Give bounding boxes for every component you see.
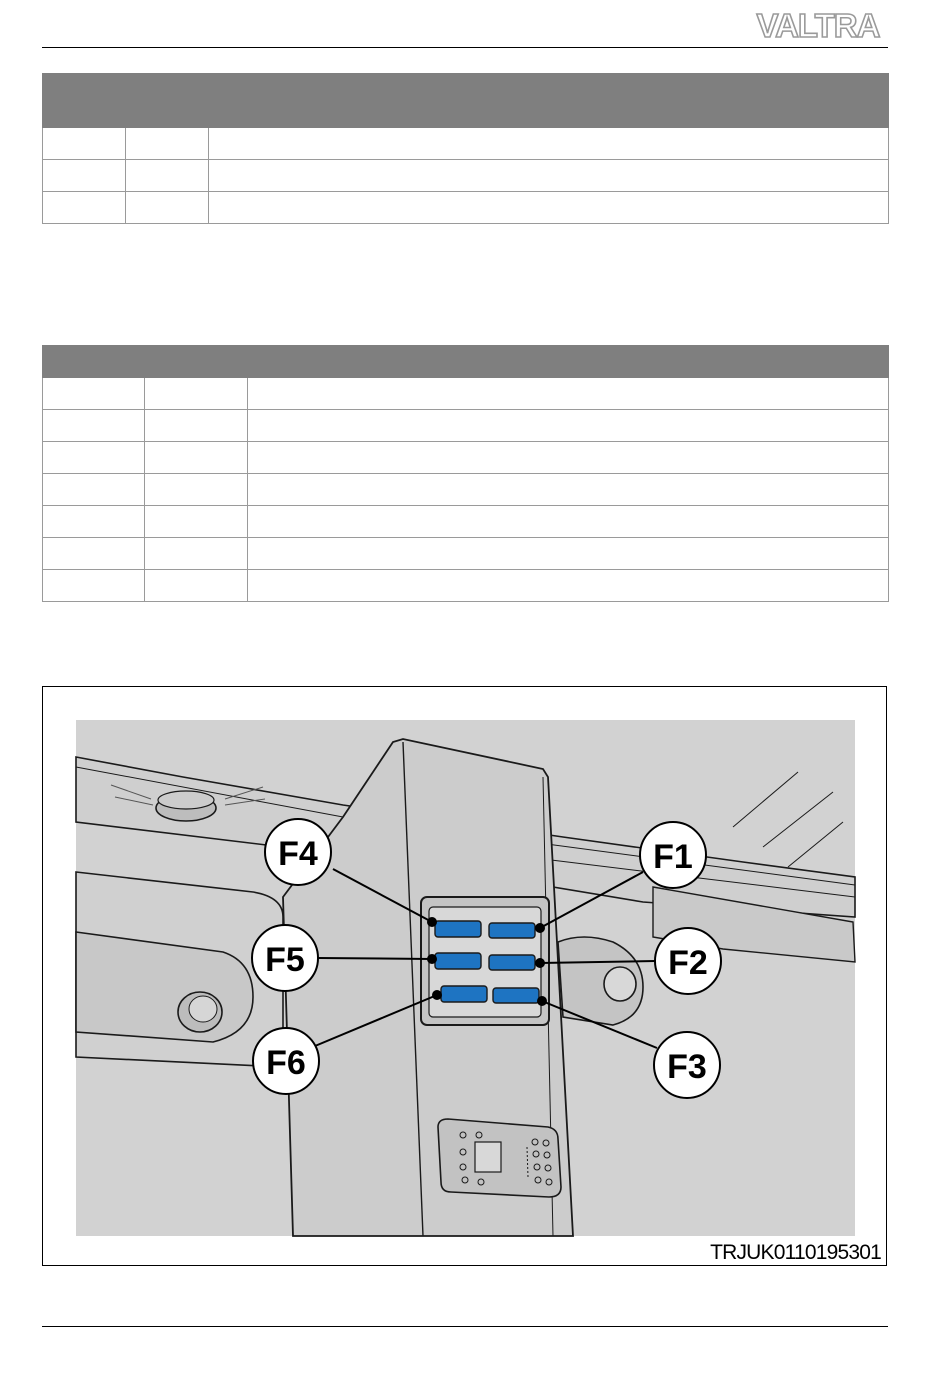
fuse-f1 (489, 923, 535, 938)
fuse-illustration (43, 687, 888, 1267)
table-row (43, 570, 889, 602)
table-row (43, 378, 889, 410)
table-row (43, 538, 889, 570)
fuse-f2 (489, 955, 535, 970)
table-row (43, 192, 889, 224)
table-cell (209, 160, 889, 192)
leader-dot-f5 (427, 954, 437, 964)
table-cell (209, 192, 889, 224)
table-cell (145, 410, 248, 442)
table-2-header-cell (145, 346, 248, 378)
header-rule (42, 47, 888, 48)
table-1-header-cell (126, 74, 209, 128)
table-row (43, 442, 889, 474)
callout-f4-label: F4 (278, 835, 318, 873)
table-cell (43, 192, 126, 224)
table-cell (43, 128, 126, 160)
table-cell (209, 128, 889, 160)
table-cell (145, 506, 248, 538)
table-cell (43, 570, 145, 602)
table-cell (126, 192, 209, 224)
table-2 (42, 345, 889, 602)
table-row (43, 506, 889, 538)
left-pivot-inner (189, 996, 217, 1022)
callout-f4 (265, 819, 331, 885)
leader-dot-f1 (535, 923, 545, 933)
table-cell (248, 538, 889, 570)
fuse-f3 (493, 988, 539, 1003)
fuse-f6 (441, 986, 487, 1002)
leader-dot-f3 (537, 996, 547, 1006)
leader-dot-f4 (427, 917, 437, 927)
table-cell (43, 410, 145, 442)
table-cell (126, 128, 209, 160)
table-cell (145, 538, 248, 570)
table-cell (248, 410, 889, 442)
callout-f5 (252, 925, 318, 991)
table-cell (145, 442, 248, 474)
callout-f2 (655, 928, 721, 994)
callout-f6-label: F6 (266, 1044, 306, 1082)
table-2-header-cell (248, 346, 889, 378)
table-2-header-row (43, 346, 889, 378)
callout-f5-label: F5 (265, 941, 305, 979)
callout-f1 (640, 822, 706, 888)
table-cell (43, 474, 145, 506)
table-cell (145, 378, 248, 410)
table-cell (248, 474, 889, 506)
table-cell (248, 442, 889, 474)
table-row (43, 160, 889, 192)
table-cell (43, 538, 145, 570)
callout-f3-label: F3 (667, 1048, 707, 1086)
table-cell (43, 160, 126, 192)
table-cell (126, 160, 209, 192)
table-1 (42, 73, 889, 224)
svg-text:VALTRA: VALTRA (756, 7, 880, 44)
table-1-header-cell (209, 74, 889, 128)
leader-line-f5 (318, 958, 432, 959)
leader-dot-f6 (432, 990, 442, 1000)
table-cell (145, 474, 248, 506)
table-row (43, 128, 889, 160)
callout-f2-label: F2 (668, 944, 708, 982)
leader-dot-f2 (535, 958, 545, 968)
footer-rule (42, 1326, 888, 1327)
fuse-f5 (435, 953, 481, 969)
table-cell (248, 378, 889, 410)
figure-reference-code: TRJUK0110195301 (710, 1241, 881, 1264)
fuse-location-figure (42, 686, 887, 1266)
table-cell (248, 506, 889, 538)
callout-f6 (253, 1028, 319, 1094)
table-1-header-row (43, 74, 889, 128)
table-row (43, 474, 889, 506)
table-cell (43, 442, 145, 474)
control-panel-screen (475, 1142, 501, 1172)
valtra-logo (748, 6, 888, 44)
table-cell (145, 570, 248, 602)
fuse-f4 (435, 921, 481, 937)
table-cell (43, 506, 145, 538)
table-cell (248, 570, 889, 602)
table-cell (43, 378, 145, 410)
right-pivot (604, 967, 636, 1001)
callout-f3 (654, 1032, 720, 1098)
table-1-header-cell (43, 74, 126, 128)
table-row (43, 410, 889, 442)
callout-f1-label: F1 (653, 838, 693, 876)
table-2-header-cell (43, 346, 145, 378)
roof-light-top (158, 791, 214, 809)
